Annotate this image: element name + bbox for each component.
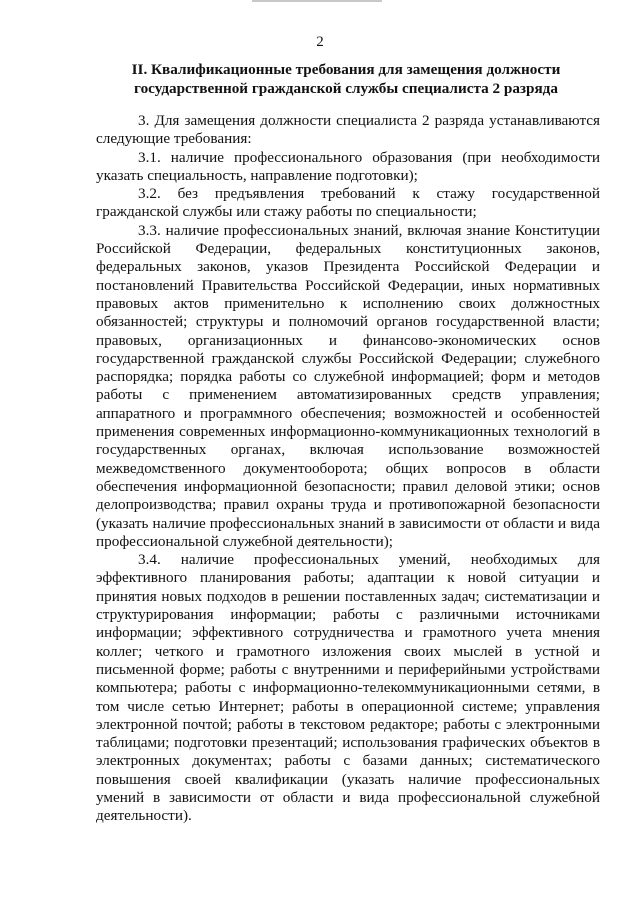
top-edge-rule xyxy=(252,0,382,2)
paragraph-3-4: 3.4. наличие профессиональных умений, необходимых для эффективного планирования работы; адаптации к новой ситуации и принятия новых подходов в решении поставленных задач; систематизации и структурирования информации; работы с различными источниками информации; эффективного сотрудничества и грамотного учета мнения коллег; четкого и грамотного изложения своих мыслей в устной и письменной форме; работы с внутренними и периферийными устройствами компьютера; работы с информационно-телекоммуникационными сетями, в том числе сетью Интернет; работы в операционной системе; управления электронной почтой; работы в текстовом редакторе; работы с электронными таблицами; подготовки презентаций; использования графических объектов в электронных документах; работы с базами данных; систематического повышения своей квалификации (указать наличие профессиональных умений в зависимости от области и вида профессиональной служебной деятельности). xyxy=(96,551,600,825)
section-title xyxy=(96,60,596,98)
paragraph-3-1: 3.1. наличие профессионального образования (при необходимости указать специальность, направление подготовки); xyxy=(96,148,600,184)
paragraph-3-2: 3.2. без предъявления требований к стажу государственной гражданской службы или стажу работы по специальности; xyxy=(96,185,600,221)
section-title-line-1: II. Квалификационные требования для замещения должности xyxy=(131,61,561,78)
paragraph-3: 3. Для замещения должности специалиста 2 разряда устанавливаются следующие требования: xyxy=(96,112,600,148)
page-number: 2 xyxy=(316,34,324,50)
section-title-line-2: государственной гражданской службы специалиста 2 разряда xyxy=(134,80,558,97)
document-body xyxy=(96,112,600,826)
paragraph-3-3: 3.3. наличие профессиональных знаний, включая знание Конституции Российской Федерации, федеральных конституционных законов, федеральных законов, указов Президента Российской Федерации и постановлений Правительства Российской Федерации, иных нормативных правовых актов применительно к исполнению своих должностных обязанностей; структуры и полномочий органов государственной власти; правовых, организационных и финансово-экономических основ государственной гражданской службы Российской Федерации; служебного распорядка; порядка работы со служебной информацией; форм и методов работы с применением автоматизированных средств управления; аппаратного и программного обеспечения; возможностей и особенностей применения современных информационно-коммуникационных технологий в государственных органах, включая использование возможностей межведомственного документооборота; общих вопросов в области обеспечения информационной безопасности; правил деловой этики; основ делопроизводства; правил охраны труда и противопожарной безопасности (указать наличие профессиональных знаний в зависимости от области и вида профессиональной служебной деятельности); xyxy=(96,221,600,550)
